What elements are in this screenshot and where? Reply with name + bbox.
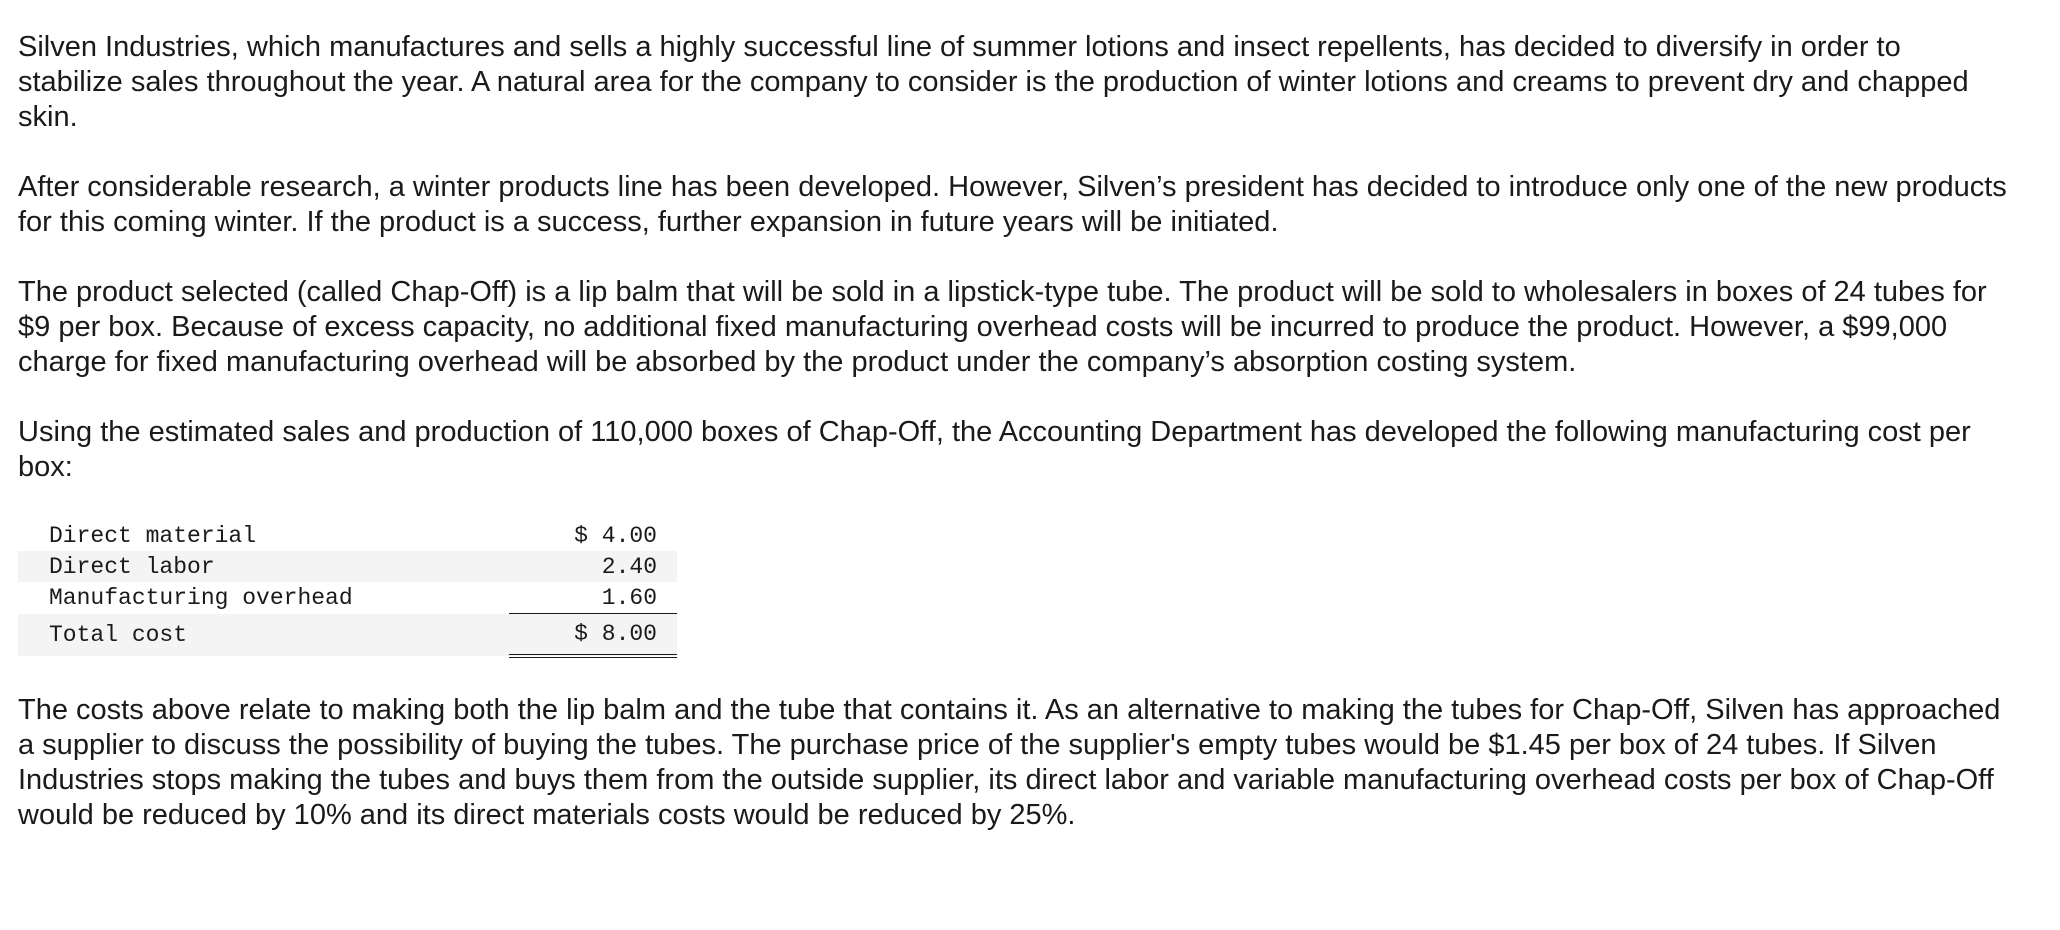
cost-label: Direct material <box>49 522 257 549</box>
product-paragraph: The product selected (called Chap-Off) is a lip balm that will be sold in a lipstick-type tube. The product will be sold to wholesalers in boxes of 24 tubes for $9 per box. Because of excess capacity, no additional fixed manufacturing overhead costs will be incurred to produce the product. However, a $99,000 charge for fixed manufacturing overhead will be absorbed by the product under the company’s absorption costing system. <box>18 276 1987 378</box>
cost-label: Manufacturing overhead <box>49 584 353 611</box>
research-paragraph: After considerable research, a winter products line has been developed. However, Silven’s president has decided to introduce only one of the new products for this coming winter. If the product is a success, further expansion in future years will be initiated. <box>18 171 2007 238</box>
total-label: Total cost <box>18 614 509 657</box>
cost-per-box-table <box>18 520 677 658</box>
table-row <box>18 551 677 582</box>
estimate-paragraph: Using the estimated sales and production of 110,000 boxes of Chap-Off, the Accounting Department has developed the following manufacturing cost per box: <box>18 416 1971 483</box>
cost-amount: 1.60 <box>509 582 677 614</box>
intro-paragraph: Silven Industries, which manufactures and sells a highly successful line of summer lotions and insect repellents, has decided to diversify in order to stabilize sales throughout the year. A natural area for the company to consider is the production of winter lotions and creams to prevent dry and chapped skin. <box>18 31 1969 133</box>
table-row <box>18 520 677 551</box>
cost-amount: 2.40 <box>509 551 677 582</box>
table-row <box>18 582 677 614</box>
total-row <box>18 614 677 657</box>
alternative-paragraph: The costs above relate to making both the lip balm and the tube that contains it. As an alternative to making the tubes for Chap-Off, Silven has approached a supplier to discuss the possibility of buying the tubes. The purchase price of the supplier's empty tubes would be $1.45 per box of 24 tubes. If Silven Industries stops making the tubes and buys them from the outside supplier, its direct labor and variable manufacturing overhead costs per box of Chap-Off would be reduced by 10% and its direct materials costs would be reduced by 25%. <box>18 694 2001 831</box>
problem-text <box>18 30 2008 868</box>
cost-amount: $ 4.00 <box>574 522 657 549</box>
cost-label: Direct labor <box>18 551 509 582</box>
total-amount: $ 8.00 <box>509 614 677 657</box>
